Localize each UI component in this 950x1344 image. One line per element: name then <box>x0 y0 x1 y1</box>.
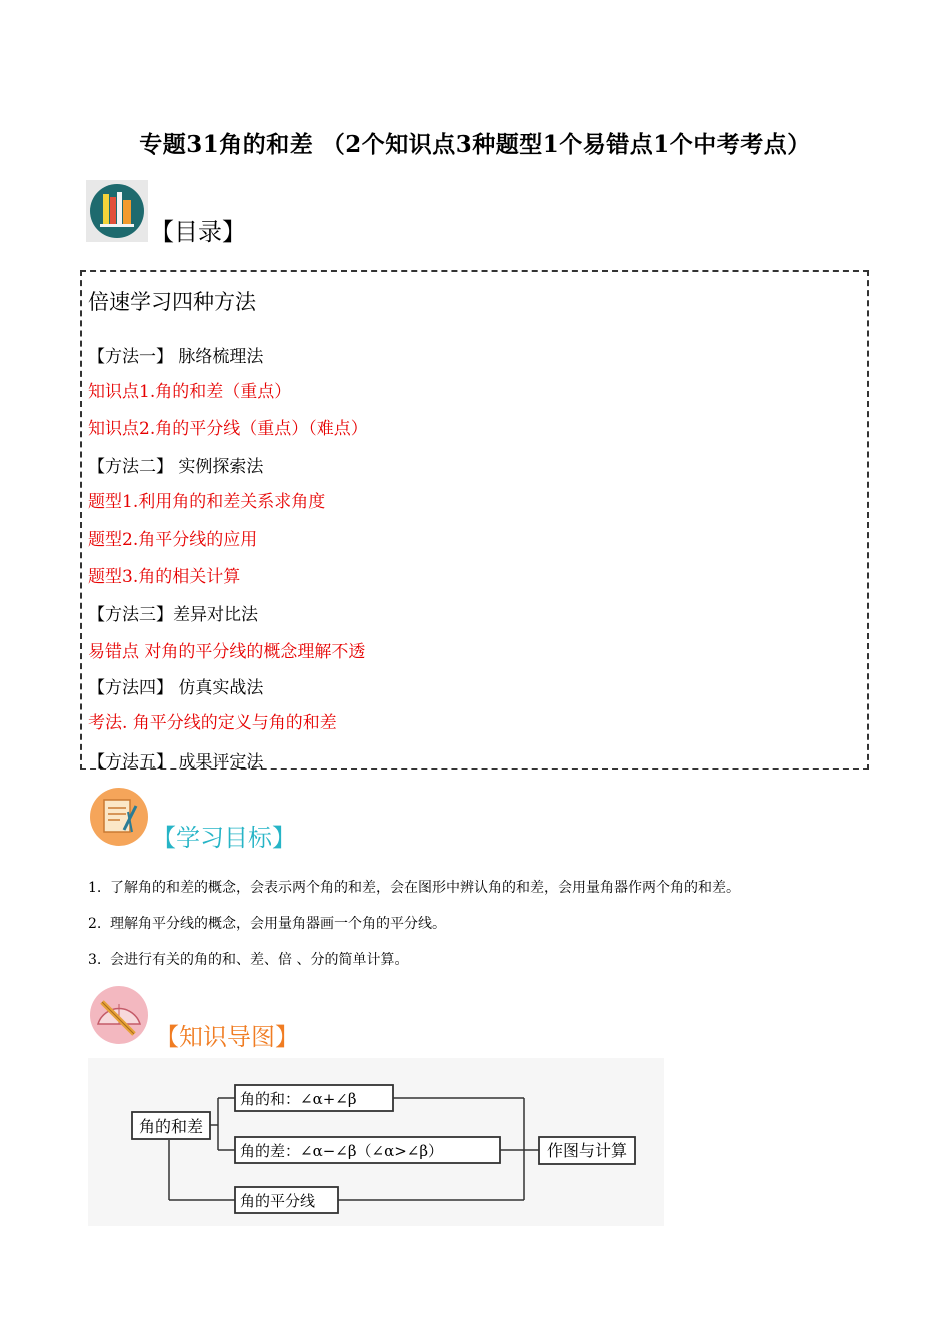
toc-item-exam-method[interactable]: 考法. 角平分线的定义与角的和差 <box>88 713 337 733</box>
toc-item-method-1[interactable]: 【方法一】 脉络梳理法 <box>88 347 264 367</box>
toc-item-method-4[interactable]: 【方法四】 仿真实战法 <box>88 678 264 698</box>
goal-item-2 <box>88 913 446 933</box>
knowledge-map <box>88 1058 664 1226</box>
toc-item-type-1[interactable]: 题型1.利用角的和差关系求角度 <box>88 492 326 512</box>
mindmap-bisector-label: 角的平分线 <box>240 1192 316 1210</box>
document-title: 专题31角的和差 （2个知识点3种题型1个易错点1个中考考点） <box>139 131 811 158</box>
mindmap-result-label: 作图与计算 <box>546 1141 628 1160</box>
books-icon <box>86 180 148 242</box>
mindmap-diff-label: 角的差：∠α−∠β（∠α>∠β） <box>240 1142 444 1160</box>
protractor-icon <box>88 984 150 1046</box>
mindmap-sum-label: 角的和：∠α+∠β <box>240 1090 357 1108</box>
toc-item-error-point[interactable]: 易错点 对角的平分线的概念理解不透 <box>88 642 366 662</box>
toc-item-method-5[interactable]: 【方法五】 成果评定法 <box>88 752 264 772</box>
goal-number: 2. <box>88 916 102 932</box>
toc-item-type-2[interactable]: 题型2.角平分线的应用 <box>88 530 258 550</box>
toc-box-title: 倍速学习四种方法 <box>88 290 256 314</box>
notebook-icon <box>88 786 150 848</box>
goal-item-1 <box>88 877 740 897</box>
goal-number: 1. <box>88 880 102 896</box>
toc-heading: 【目录】 <box>150 218 246 246</box>
goal-text: 理解角平分线的概念，会用量角器画一个角的平分线。 <box>110 916 446 932</box>
toc-item-knowledge-1[interactable]: 知识点1.角的和差（重点） <box>88 382 292 402</box>
toc-item-knowledge-2[interactable]: 知识点2.角的平分线（重点）（难点） <box>88 419 368 439</box>
toc-item-type-3[interactable]: 题型3.角的相关计算 <box>88 567 241 587</box>
goal-number: 3. <box>88 952 102 968</box>
mindmap-root-label: 角的和差 <box>138 1117 204 1136</box>
toc-item-method-2[interactable]: 【方法二】 实例探索法 <box>88 457 264 477</box>
toc-item-method-3[interactable]: 【方法三】差异对比法 <box>88 605 258 625</box>
goals-heading: 【学习目标】 <box>152 824 296 852</box>
goal-item-3 <box>88 949 408 969</box>
mindmap-heading: 【知识导图】 <box>155 1023 299 1051</box>
goal-text: 了解角的和差的概念，会表示两个角的和差，会在图形中辨认角的和差，会用量角器作两个角的和差。 <box>110 880 740 896</box>
goal-text: 会进行有关的角的和、差、倍 、分的简单计算。 <box>110 952 409 968</box>
